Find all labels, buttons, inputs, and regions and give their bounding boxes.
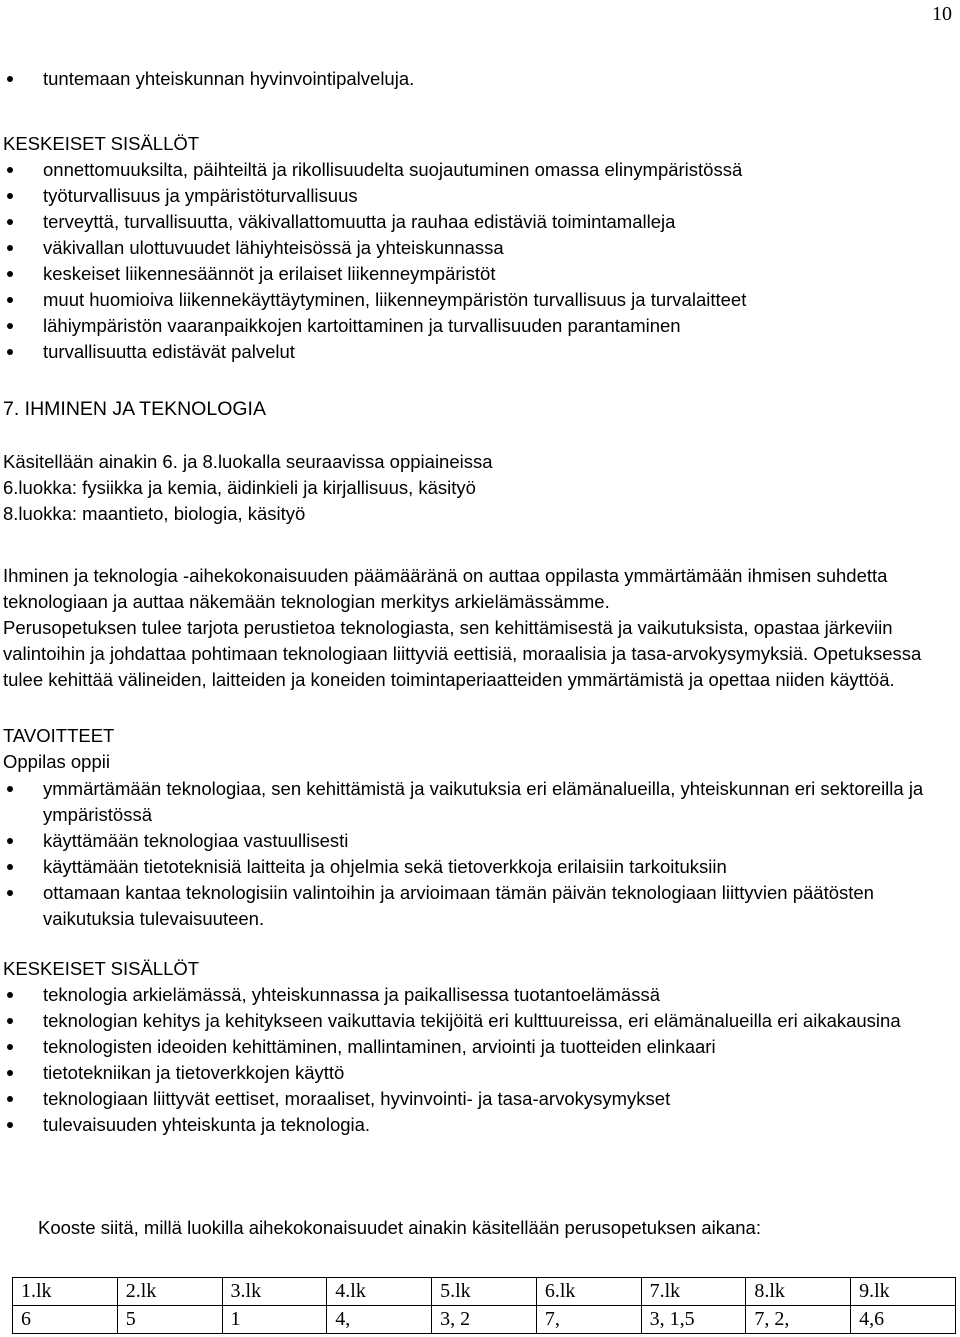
table-row [13,1278,956,1306]
table-cell: 3.lk [222,1278,327,1306]
section-heading: KESKEISET SISÄLLÖT [3,958,200,979]
bullet-item: ymmärtämään teknologiaa, sen kehittämistä ja vaikutuksia eri elämänalueilla, yhteiskunnan eri sektoreilla ja ympäristössä [0,776,958,828]
bullet-item: teknologiaan liittyvät eettiset, moraaliset, hyvinvointi- ja tasa-arvokysymykset [0,1086,958,1112]
bullet-item: väkivallan ulottuvuudet lähiyhteisössä ja yhteiskunnassa [0,235,746,261]
section-heading: KESKEISET SISÄLLÖT [3,133,200,154]
handled-line: 8.luokka: maantieto, biologia, käsityö [3,503,306,524]
bullet-item: muut huomioiva liikennekäyttäytyminen, liikenneympäristön turvallisuus ja turvalaitteet [0,287,746,313]
table-cell: 5 [117,1306,222,1334]
bullet-item: tietotekniikan ja tietoverkkojen käyttö [0,1060,958,1086]
bullet-item: teknologian kehitys ja kehitykseen vaikuttavia tekijöitä eri kulttuureissa, eri elämänalueilla eri aikakausina [0,1008,958,1034]
table-cell: 6.lk [536,1278,641,1306]
table-cell: 1 [222,1306,327,1334]
bullet-item: tulevaisuuden yhteiskunta ja teknologia. [0,1112,958,1138]
intro-paragraph: Perusopetuksen tulee tarjota perustietoa teknologiasta, sen kehittämisestä ja vaikutuksista, opastaa järkeviin valintoihin ja johdattaa pohtimaan teknologiaan liittyviä eettisiä, moraalisia ja tasa-arvokysymyksiä. Opetuksessa tulee kehittää välineiden, laitteiden ja koneiden toimintaperiaatteiden ymmärtämistä ja opettaa niiden käyttöä. [3,617,922,690]
summary-table [12,1277,956,1334]
table-cell: 6 [13,1306,118,1334]
goals-lead: Oppilas oppii [3,751,110,772]
handled-line: 6.luokka: fysiikka ja kemia, äidinkieli ja kirjallisuus, käsityö [3,477,476,498]
table-cell: 3, 1,5 [641,1306,746,1334]
intro-paragraph: Ihminen ja teknologia -aihekokonaisuuden päämääränä on auttaa oppilasta ymmärtämään ihmisen suhdetta teknologiaan ja auttaa näkemään teknologian merkitys arkielämässämme. [3,565,888,612]
goals-bullet-list [0,776,958,932]
bullet-item: työturvallisuus ja ympäristöturvallisuus [0,183,746,209]
table-cell: 4,6 [851,1306,956,1334]
table-row [13,1306,956,1334]
table-cell: 5.lk [432,1278,537,1306]
section-title: 7. IHMINEN JA TEKNOLOGIA [3,398,266,420]
bullet-item: keskeiset liikennesäännöt ja erilaiset liikenneympäristöt [0,261,746,287]
handled-line: Käsitellään ainakin 6. ja 8.luokalla seuraavissa oppiaineissa [3,451,493,472]
bullet-item: turvallisuutta edistävät palvelut [0,339,746,365]
table-cell: 2.lk [117,1278,222,1306]
intro-bullet-list [0,66,414,92]
table-cell: 8.lk [746,1278,851,1306]
bullet-item: terveyttä, turvallisuutta, väkivallattomuutta ja rauhaa edistäviä toimintamalleja [0,209,746,235]
page-number: 10 [932,3,952,25]
table-cell: 4, [327,1306,432,1334]
bullet-item: käyttämään teknologiaa vastuullisesti [0,828,958,854]
table-cell: 7, 2, [746,1306,851,1334]
table-cell: 1.lk [13,1278,118,1306]
goals-heading: TAVOITTEET [3,725,115,746]
content-bullet-list [0,157,746,365]
bullet-item: käyttämään tietoteknisiä laitteita ja ohjelmia sekä tietoverkkoja erilaisiin tarkoituksiin [0,854,958,880]
content-bullet-list [0,982,958,1138]
bullet-item: teknologisten ideoiden kehittäminen, mallintaminen, arviointi ja tuotteiden elinkaari [0,1034,958,1060]
bullet-item: ottamaan kantaa teknologisiin valintoihin ja arvioimaan tämän päivän teknologiaan liittyvien päätösten vaikutuksia tulevaisuuteen. [0,880,958,932]
bullet-item: onnettomuuksilta, päihteiltä ja rikollisuudelta suojautuminen omassa elinympäristössä [0,157,746,183]
bullet-item: lähiympäristön vaaranpaikkojen kartoittaminen ja turvallisuuden parantaminen [0,313,746,339]
table-cell: 7.lk [641,1278,746,1306]
table-cell: 3, 2 [432,1306,537,1334]
table-cell: 7, [536,1306,641,1334]
table-cell: 9.lk [851,1278,956,1306]
bullet-item: teknologia arkielämässä, yhteiskunnassa ja paikallisessa tuotantoelämässä [0,982,958,1008]
bullet-item: tuntemaan yhteiskunnan hyvinvointipalveluja. [0,66,414,92]
table-cell: 4.lk [327,1278,432,1306]
summary-caption: Kooste siitä, millä luokilla aihekokonaisuudet ainakin käsitellään perusopetuksen aikana: [38,1217,761,1238]
